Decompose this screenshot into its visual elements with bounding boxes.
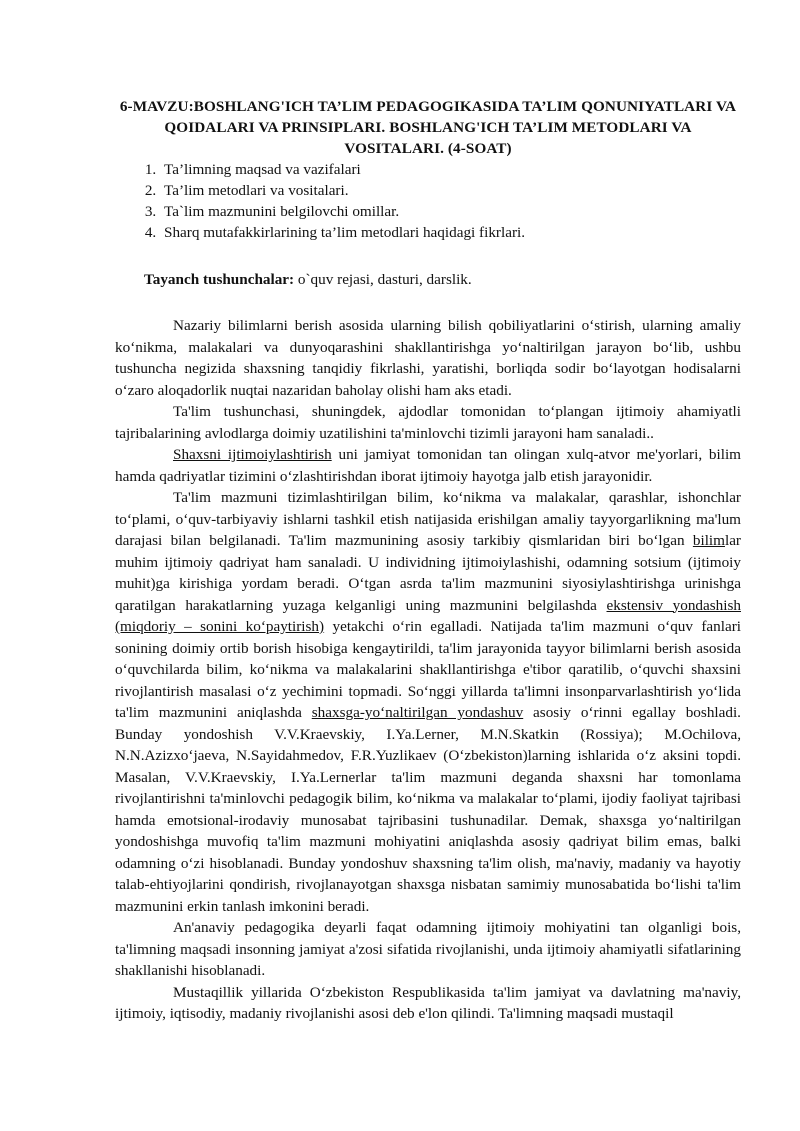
underlined-term: shaxsga-yo‘naltirilgan yondashuv [311,704,524,721]
paragraph-text: yetakchi o‘rin egalladi. Natijada ta'lim mazmuni o‘quv fanlari sonining doimiy ortib borish hisobiga kengaytirildi, ta'lim jarayonida tayyor bilimlarni berish asosida o‘quvchilarda bilim, ko‘nikma va malakalarini shakllantirishga e'tibor qaratilib, o‘quvchi shaxsini rivojlantirish masalasi o‘z yechimini topmadi. So‘nggi yillarda ta'limni insonparvarlashtirish yo‘lida ta'lim mazmunini aniqlashda [115,618,741,721]
topic-plan-list [115,159,741,243]
plan-item: 1. Ta’limning maqsad va vazifalari [160,159,741,180]
paragraph-text: lar muhim ijtimoiy qadriyat ham sanaladi. U individning ijtimoiylashishi, odamning sotsium (ijtimoiy muhit)ga kirishiga yordam beradi. O‘tgan asrda ta'lim mazmunini siyosiylashtirishga urinishga qaratilgan harakatlarning yuzaga kelganligi uning mazmunini belgilashda [115,532,741,614]
paragraph: An'anaviy pedagogika deyarli faqat odamning ijtimoiy mohiyatini tan olganligi bois, ta'limning maqsadi insonning jamiyat a'zosi sifatida rivojlanishi, unda ijtimoiy ahamiyatli sifatlarining shakllanishi hisoblanadi. [115,919,741,979]
underlined-term: ekstensiv yondashish (miqdoriy – sonini ko‘paytirish) [115,596,741,635]
paragraph-text: asosiy o‘rinni egallay boshladi. Bunday yondoshish V.V.Kraevskiy, I.Ya.Lerner, M.N.Skatkin (Rossiya); M.Ochilova, N.N.Azizxo‘jaeva, N.Sayidahmedov, F.R.Yuzlikaev (O‘zbekiston)larning ishlarida o‘z aksini topdi. Masalan, V.V.Kraevskiy, I.Ya.Lernerlar ta'lim mazmuni deganda shaxsni har tomonlama rivojlantirishni ta'minlovchi pedagogik bilim, ko‘nikma va malakalar to‘plami, ijodiy faoliyat tajribasi hamda emotsional-irodaviy munosabat tajribasini tushunadilar. Demak, shaxsga yo‘naltirilgan yondoshishga muvofiq ta'lim mazmuni mohiyatini aniqlashda asosiy qadriyat bilim emas, balki odamning o‘zi hisoblanadi. Bunday yondoshuv shaxsning ta'lim olish, ma'naviy, madaniy va hayotiy talab-ehtiyojlarini qondirish, rivojlanayotgan shaxsga nisbatan samimiy munosabatida bo‘lishi ta'lim mazmunini erkin tanlash imkonini beradi. [115,704,741,915]
paragraph: Nazariy bilimlarni berish asosida ularning bilish qobiliyatlarini o‘stirish, ularning amaliy ko‘nikma, malakalari va dunyoqarashini shakllantirishga yo‘naltirilgan jarayon bo‘lib, ushbu tushuncha negizida shaxsning tanqidiy fikrlashi, yaratishi, borliqda sodir bo‘layotgan hodisalarni o‘zaro aloqadorlik nuqtai nazaridan baholay olishi ham aks etadi. [115,317,741,399]
key-concepts-label: Tayanch tushunchalar: [144,271,295,288]
paragraph: Mustaqillik yillarida O‘zbekiston Respublikasida ta'lim jamiyat va davlatning ma'naviy, ijtimoiy, iqtisodiy, madaniy rivojlanishi asosi deb e'lon qilindi. Ta'limning maqsadi mustaqil [115,983,741,1022]
paragraph: Ta'lim tushunchasi, shuningdek, ajdodlar tomonidan to‘plangan ijtimoiy ahamiyatli tajribalarining avlodlarga doimiy uzatilishini ta'minlovchi tizimli jarayoni ham sanaladi.. [115,403,741,442]
underlined-term: bilim [692,532,725,549]
paragraph [115,487,741,917]
key-concepts [144,269,741,290]
plan-item: 4. Sharq mutafakkirlarining ta’lim metodlari haqidagi fikrlari. [160,222,741,243]
paragraph-text: Ta'lim mazmuni tizimlashtirilgan bilim, ko‘nikma va malakalar, qarashlar, ishonchlar to‘plami, o‘quv-tarbiyaviy ishlarni tashkil etish natijasida erishilgan amaliy tayyorgarlikning ma'lum darajasi bilan belgilanadi. Ta'lim mazmunining asosiy tarkibiy qismlaridan biri bo‘lgan [115,489,741,549]
document-page [115,96,741,1025]
paragraph-text: uni jamiyat tomonidan tan olingan xulq-atvor me'yorlari, bilim hamda qadriyatlar tizimini o‘zlashtirishdan iborat ijtimoiy hayotga jalb etish jarayonidir. [115,446,741,485]
document-title: 6-MAVZU:BOSHLANG'ICH TA’LIM PEDAGOGIKASIDA TA’LIM QONUNIYATLARI VA QOIDALARI VA PRINSIPLARI. BOSHLANG'ICH TA’LIM METODLARI VA VOSITALARI. (4-SOAT) [119,98,737,157]
key-concepts-text: o`quv rejasi, dasturi, darslik. [294,271,472,288]
document-body [115,315,741,1025]
plan-item: 3. Ta`lim mazmunini belgilovchi omillar. [160,201,741,222]
paragraph [115,444,741,487]
plan-item: 2. Ta’lim metodlari va vositalari. [160,180,741,201]
underlined-term: Shaxsni ijtimoiylashtirish [173,446,332,463]
